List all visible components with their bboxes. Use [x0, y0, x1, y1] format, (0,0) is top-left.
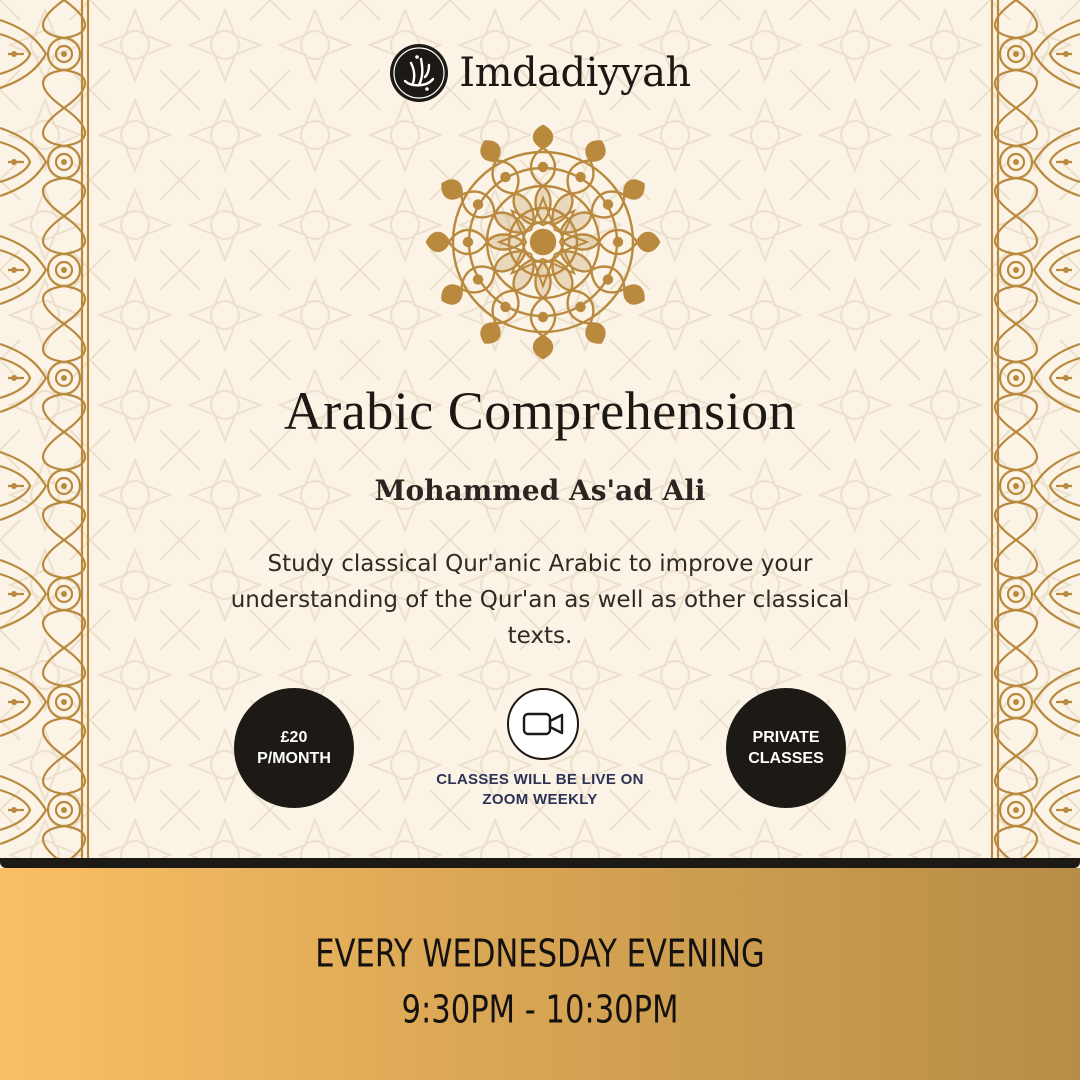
price-amount: £20 [280, 729, 308, 746]
private-line1: PRIVATE [752, 729, 820, 746]
schedule-day: EVERY WEDNESDAY EVENING [315, 931, 765, 977]
course-title: Arabic Comprehension [283, 381, 797, 441]
price-badge [234, 688, 354, 808]
private-classes-badge [726, 688, 846, 808]
brand-name: Imdadiyyah [459, 50, 691, 96]
zoom-label-line2: ZOOM WEEKLY [482, 791, 598, 808]
video-camera-icon [507, 688, 579, 760]
course-description: Study classical Qur'anic Arabic to improve your understanding of the Qur'an as well as other classical texts. [230, 551, 850, 649]
private-line2: CLASSES [748, 750, 824, 767]
section-divider [0, 858, 1080, 868]
teacher-name: Mohammed As'ad Ali [374, 474, 706, 507]
price-period: P/MONTH [257, 750, 331, 767]
mandala-ornament [425, 124, 661, 360]
zoom-classes-label [400, 770, 680, 810]
calligraphy-logo-icon [389, 43, 449, 103]
zoom-label-line1: CLASSES WILL BE LIVE ON [436, 771, 644, 788]
brand-logo [0, 40, 1080, 106]
schedule-time: 9:30PM - 10:30PM [401, 987, 679, 1033]
